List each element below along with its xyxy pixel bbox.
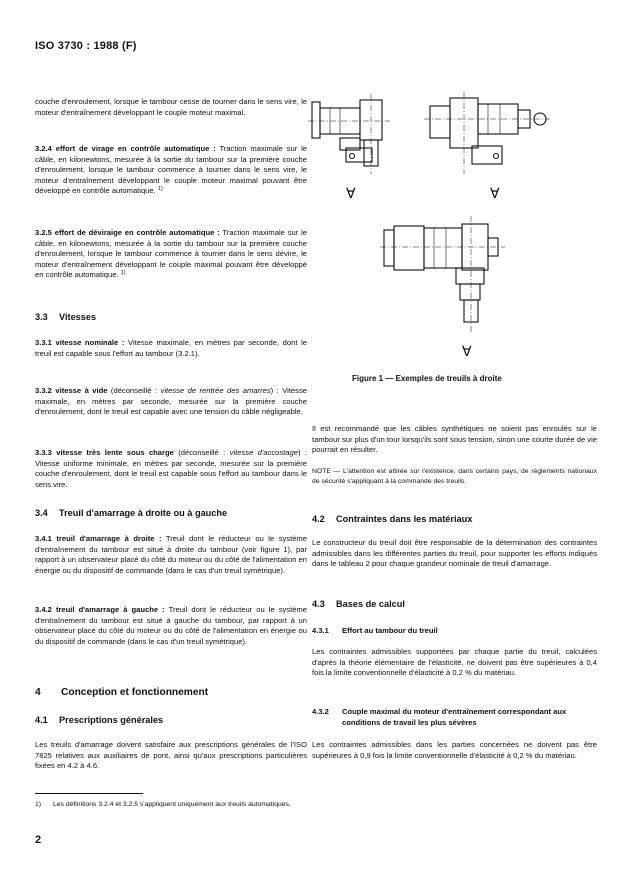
page-header: ISO 3730 : 1988 (F)	[35, 40, 137, 52]
clause-body: Les contraintes admissibles dans les parties concernées ne doivent pas être supérieures à 0,9 fois la limite conventionnelle d'élasticité à 0,2 % du matériau.	[312, 740, 597, 760]
clause-number: 3.4.1	[35, 534, 52, 543]
footnote-marker: 1)	[35, 801, 42, 808]
observer-symbol: ∀	[490, 186, 500, 202]
clause-body: Les treuils d'amarrage doivent satisfaire aux prescriptions générales de l'ISO 7825 relatives aux auxiliaires de pont, ainsi qu'aux prescriptions particulières fixées en 4.2 à 4.6.	[35, 740, 307, 771]
section-3-4-heading	[35, 508, 307, 519]
section-number: 4.2	[312, 514, 325, 524]
section-3-3-heading	[35, 312, 307, 323]
intro-paragraph: couche d'enroulement, lorsque le tambour cesse de tourner dans le sens vire, le moteur d'entraînement développant le couple moteur maximal.	[35, 97, 307, 117]
clause-4-3-2-body	[312, 740, 597, 761]
page-number: 2	[35, 834, 42, 846]
clause-3-3-2	[35, 386, 307, 418]
observer-symbol: ∀	[346, 186, 356, 202]
section-title: Bases de calcul	[336, 599, 405, 609]
section-number: 4.1	[35, 715, 48, 725]
clause-body: Les contraintes admissibles supportées par chaque partie du treuil, calculées d'après la théorie élémentaire de l'élasticité, ne doivent pas être supérieures à 0,4 fois la limite conventionnelle d'élasticité à 0,2 % du matériau.	[312, 647, 597, 678]
clause-deprecated-prefix: (déconseillé :	[107, 386, 161, 395]
clause-3-3-3	[35, 448, 307, 490]
section-number: 4	[35, 687, 41, 698]
section-number: 3.3	[35, 312, 48, 322]
clause-deprecated-term: vitesse d'accostage	[229, 448, 298, 457]
footnote-ref: 1)	[120, 270, 126, 277]
footnote-text: Les définitions 3.2.4 et 3.2.5 s'appliquent uniquement aux treuils automatiques.	[53, 801, 291, 808]
clause-number: 4.3.1	[312, 626, 329, 635]
section-title: Treuil d'amarrage à droite ou à gauche	[59, 508, 228, 518]
clause-4-1-body	[35, 740, 307, 772]
clause-deprecated-term: vitesse de rentrée des amarres	[160, 386, 271, 395]
clause-body: Traction maximale sur le câble, en kilonewtons, mesurée à la sortie du tambour sur la première couche d'enroulement, lorsque le tambour commence à tourner dans le sens vire, le moteur d'entraînement développant le couple moteur maximal pouvant être développé en contrôle automatique.	[35, 144, 307, 196]
clause-3-2-5	[35, 228, 307, 281]
section-title: Prescriptions générales	[59, 715, 164, 725]
clause-number: 4.3.2	[312, 707, 329, 716]
clause-term: vitesse nominale :	[55, 338, 125, 347]
section-title: Vitesses	[59, 312, 97, 322]
clause-3-4-2	[35, 605, 307, 647]
clause-3-2-4	[35, 144, 307, 197]
clause-body: Treuil dont le réducteur ou le système d'entraînement du tambour est situé à droite du tambour (voir figure 1), par rapport à un observateur placé du côté du moteur ou du côté de l'alimentation en énergie ou du dispositif de commande (dans le cas d'un treuil symétrique).	[35, 534, 307, 575]
clause-body: ) : Vitesse uniforme minimale, en mètres par seconde, mesurée sur la première couche d'enroulement, dont le treuil est capable sous l'effort au tambour dans le sens vire.	[35, 448, 307, 489]
clause-4-3-1-body	[312, 647, 597, 679]
footnote-ref: 1)	[157, 186, 163, 193]
section-4-2-heading	[312, 514, 597, 525]
clause-4-3-2-heading	[312, 707, 597, 728]
section-4-heading	[35, 688, 307, 699]
clause-body: Treuil dont le réducteur ou le système d'entraînement du tambour est situé à gauche du tambour, par rapport à un observateur placé du côté du moteur ou du côté de l'alimentation en énergie ou du dispositif de commande (dans le cas d'un treuil symétrique).	[35, 605, 307, 646]
right-para-1	[312, 424, 597, 456]
clause-number: 3.3.1	[35, 338, 52, 347]
winch-drawing-3	[380, 216, 505, 360]
section-4-3-heading	[312, 599, 597, 610]
figure-caption: Figure 1 — Exemples de treuils à droite	[352, 374, 502, 383]
clause-number: 3.3.3	[35, 448, 52, 457]
clause-deprecated-prefix: (déconseillé :	[173, 448, 230, 457]
clause-3-3-1	[35, 338, 307, 359]
clause-3-4-1	[35, 534, 307, 576]
clause-title: Effort au tambour du treuil	[342, 626, 438, 635]
section-number: 3.4	[35, 508, 48, 518]
section-number: 4.3	[312, 599, 325, 609]
clause-body: Vitesse maximale, en mètres par seconde, dont le treuil est capable sous l'effort au tambour (3.2.1).	[35, 338, 307, 358]
note-text: L'attention est attirée sur l'existence, dans certains pays, de règlements nationaux de sécurité s'appliquant à la commande des treuils.	[312, 468, 597, 485]
clause-body: ) : Vitesse maximale, en mètres par seconde, mesurée sur la première couche d'enroulement, dont le treuil est capable avec une tension du câble négligeable.	[35, 386, 307, 417]
clause-number: 3.2.5	[35, 228, 52, 237]
figure-1-drawings	[300, 90, 550, 360]
left-column	[35, 97, 307, 118]
clause-body: Traction maximale sur le câble, en kilonewtons, mesurée à la sortie du tambour sur la première couche d'enroulement, lorsque le tambour commence à tourner dans le sens dévire, le moteur d'entraînement développant le couple maximal pouvant être développé en contrôle automatique.	[35, 228, 307, 280]
clause-4-2-body	[312, 538, 597, 570]
winch-drawing-2	[424, 92, 550, 202]
clause-number: 3.4.2	[35, 605, 52, 614]
clause-term: treuil d'amarrage à droite :	[56, 534, 162, 543]
clause-term: effort de déviraige en contrôle automatique :	[54, 228, 220, 237]
observer-symbol: ∀	[462, 344, 472, 360]
clause-title: Couple maximal du moteur d'entraînement correspondant aux conditions de travail les plus sévères	[342, 707, 567, 727]
clause-term: vitesse à vide	[55, 386, 108, 395]
winch-drawing-1	[308, 94, 390, 202]
clause-term: effort de virage en contrôle automatique :	[55, 144, 216, 153]
clause-4-3-1-heading	[312, 626, 597, 637]
clause-body: Le constructeur du treuil doit être responsable de la détermination des contraintes admissibles dans les différentes parties du treuil, pour supporter les efforts indiqués dans le tableau 2 pour chaque grandeur nominale de treuil d'amarrage.	[312, 538, 597, 569]
clause-term: vitesse très lente sous charge	[56, 448, 174, 457]
clause-number: 3.2.4	[35, 144, 52, 153]
section-4-1-heading	[35, 715, 307, 726]
footnote	[35, 801, 291, 808]
clause-term: treuil d'amarrage à gauche :	[55, 605, 165, 614]
clause-number: 3.3.2	[35, 386, 52, 395]
note	[312, 467, 597, 486]
footnote-rule	[35, 793, 143, 794]
section-title: Conception et fonctionnement	[61, 687, 209, 698]
paragraph: Il est recommandé que les câbles synthétiques ne soient pas enroulés sur le tambour sur plus d'un tour lorsqu'ils sont sous tension, sinon une courte durée de vie pourrait en résulter.	[312, 424, 597, 455]
note-label: NOTE —	[312, 468, 343, 475]
section-title: Contraintes dans les matériaux	[336, 514, 473, 524]
